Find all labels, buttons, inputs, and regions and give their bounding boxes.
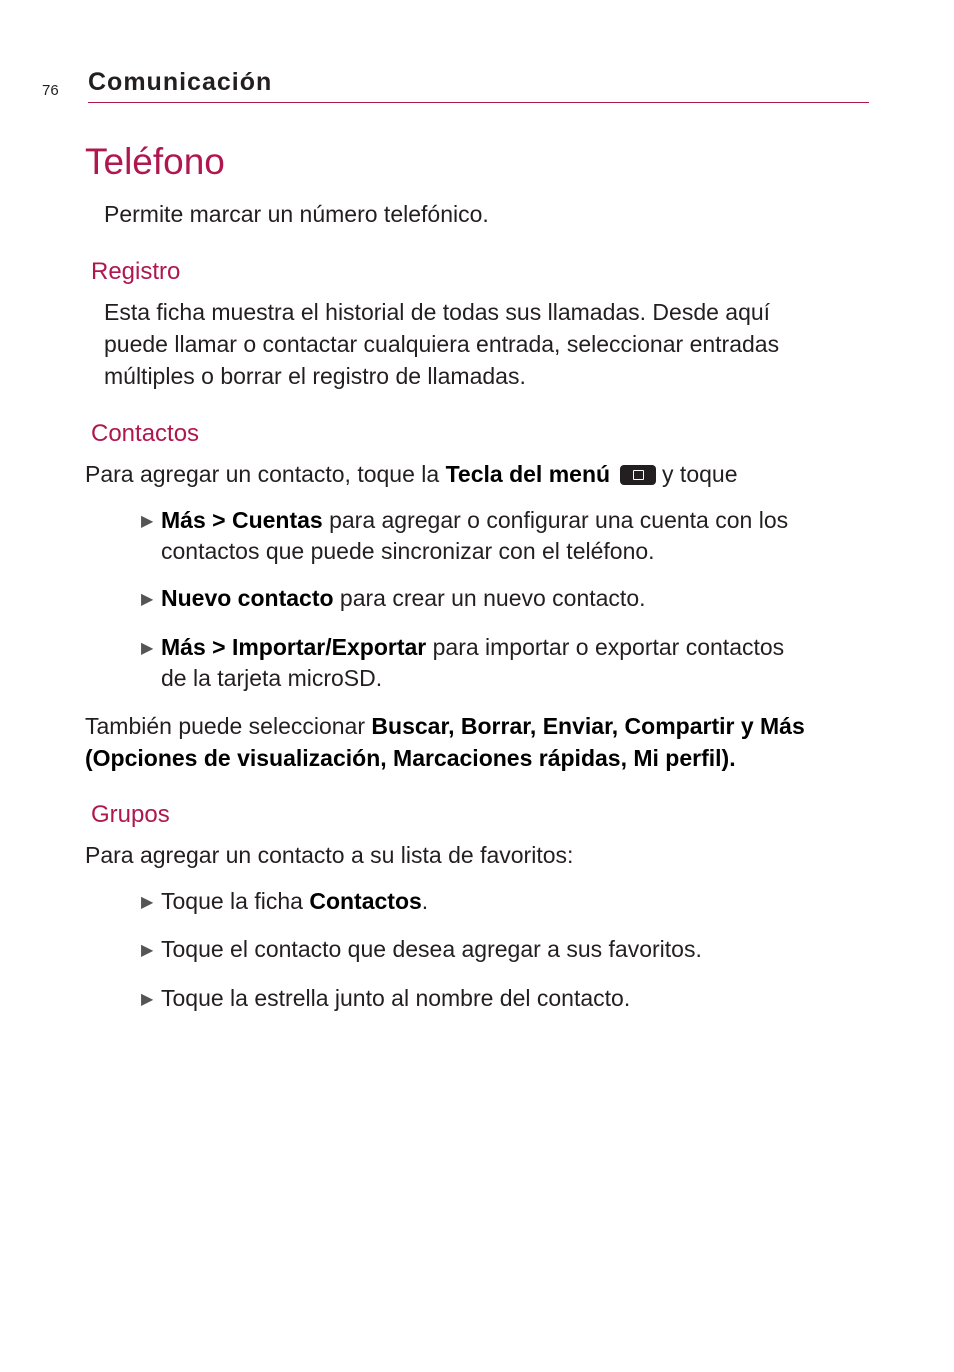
bullet-text: para agregar o configurar una cuenta con los: [322, 507, 789, 533]
bullet-text: Toque la ficha: [161, 888, 310, 914]
bullet-bold: Nuevo contacto: [161, 585, 334, 611]
registro-text-line1: Esta ficha muestra el historial de todas sus llamadas. Desde aquí: [104, 299, 771, 325]
triangle-bullet-icon: ▶: [141, 894, 154, 911]
bullet-text: Toque el contacto que desea agregar a sus favoritos.: [161, 936, 702, 962]
list-item: [141, 583, 646, 615]
section-header: Comunicación: [88, 68, 273, 96]
contactos-also-options-continued: (Opciones de visualización, Marcaciones rápidas, Mi perfil).: [85, 745, 736, 771]
grupos-intro: Para agregar un contacto a su lista de favoritos:: [85, 842, 574, 868]
menu-key-icon: [620, 465, 656, 485]
bullet-text-end: .: [421, 888, 429, 914]
triangle-bullet-icon: ▶: [141, 513, 154, 530]
contactos-intro: [85, 458, 738, 490]
header-divider: [88, 102, 869, 103]
triangle-bullet-icon: ▶: [141, 591, 154, 608]
triangle-bullet-icon: ▶: [141, 942, 154, 959]
bullet-text: Toque la estrella junto al nombre del contacto.: [161, 985, 631, 1011]
contactos-intro-after: y toque: [662, 461, 738, 487]
registro-text: [104, 296, 779, 392]
contactos-also-before: También puede seleccionar: [85, 713, 372, 739]
page-title: Teléfono: [85, 141, 225, 182]
intro-text: Permite marcar un número telefónico.: [104, 201, 489, 227]
list-item: [141, 505, 788, 567]
contactos-also: [85, 710, 805, 774]
bullet-text-continued: de la tarjeta microSD.: [161, 665, 383, 691]
registro-text-line3: múltiples o borrar el registro de llamadas.: [104, 363, 526, 389]
list-item: [141, 886, 428, 918]
triangle-bullet-icon: ▶: [141, 991, 154, 1008]
bullet-bold: Más > Importar/Exportar: [161, 634, 427, 660]
menu-key-label: Tecla del menú: [445, 461, 611, 487]
bullet-bold: Contactos: [309, 888, 422, 914]
bullet-text: para crear un nuevo contacto.: [333, 585, 646, 611]
bullet-text: para importar o exportar contactos: [426, 634, 785, 660]
triangle-bullet-icon: ▶: [141, 640, 154, 657]
list-item: [141, 934, 702, 966]
registro-heading: Registro: [91, 258, 181, 285]
contactos-heading: Contactos: [91, 420, 200, 447]
registro-text-line2: puede llamar o contactar cualquiera entrada, seleccionar entradas: [104, 331, 780, 357]
page-number: 76: [42, 82, 59, 99]
grupos-heading: Grupos: [91, 801, 170, 828]
contactos-also-options: Buscar, Borrar, Enviar, Compartir y Más: [371, 713, 805, 739]
list-item: [141, 632, 784, 694]
list-item: [141, 983, 630, 1015]
contactos-intro-before: Para agregar un contacto, toque la: [85, 461, 446, 487]
bullet-text-continued: contactos que puede sincronizar con el teléfono.: [161, 538, 655, 564]
bullet-bold: Más > Cuentas: [161, 507, 323, 533]
